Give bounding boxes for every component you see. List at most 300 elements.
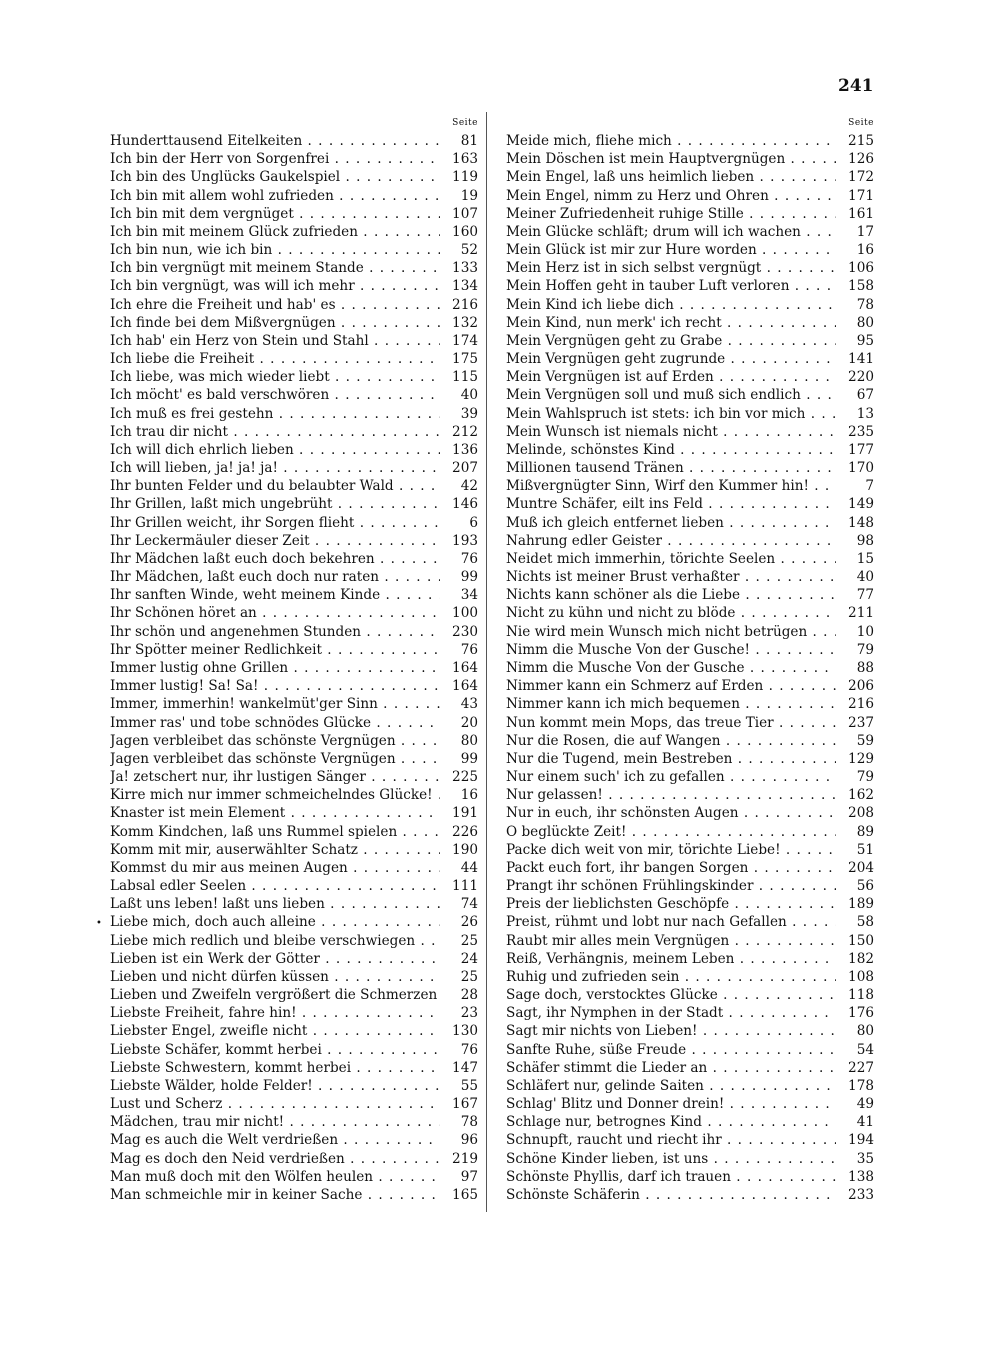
entry-title: Liebste Freiheit, fahre hin! . . .: [110, 1004, 440, 1022]
left-index-column: [110, 114, 478, 1204]
index-entry: [110, 1150, 478, 1168]
index-entry: [506, 1186, 874, 1204]
entry-page: 141: [848, 351, 874, 368]
index-entry: [506, 205, 874, 223]
entry-page: 81: [460, 133, 478, 149]
entry-page: 10: [856, 623, 874, 640]
entry-page: 77: [856, 587, 874, 604]
index-entry: [110, 514, 478, 532]
entry-page: 25: [460, 932, 478, 949]
entry-page: 79: [856, 769, 874, 786]
seite-header-right: Seite: [848, 118, 874, 128]
entry-page: 26: [460, 914, 478, 931]
entry-page: 174: [452, 332, 478, 349]
entry-page: 16: [856, 242, 874, 259]
index-entry: [506, 296, 874, 314]
index-entry: [506, 932, 874, 950]
entry-title: Lieben und Zweifeln vergrößert die Schmerzen . . .: [110, 986, 440, 1004]
index-entry: [110, 568, 478, 586]
index-entry: [506, 913, 874, 931]
entry-page: 204: [848, 859, 874, 876]
entry-title: Melinde, schönstes Kind . . .: [506, 441, 836, 459]
index-entry: [506, 950, 874, 968]
entry-title: Liebste Schäfer, kommt herbei . . .: [110, 1041, 440, 1059]
index-entry: [110, 804, 478, 822]
entry-title: Ich bin mit allem wohl zufrieden . . .: [110, 187, 440, 205]
entry-page: 148: [848, 514, 874, 531]
entry-page: 76: [460, 1041, 478, 1058]
entry-title: Ich will dich ehrlich lieben . . .: [110, 441, 440, 459]
entry-page: 208: [848, 805, 874, 822]
entry-title: Ich hab' ein Herz von Stein und Stahl . . .: [110, 332, 440, 350]
entry-page: 40: [856, 569, 874, 586]
index-entry: [506, 732, 874, 750]
index-entry: [506, 586, 874, 604]
entry-title: Nur die Rosen, die auf Wangen . . .: [506, 732, 836, 750]
entry-title: Jagen verbleibet das schönste Vergnügen . . .: [110, 750, 440, 768]
index-entry: [506, 223, 874, 241]
entry-page: 99: [460, 569, 478, 586]
index-entry: [110, 1095, 478, 1113]
entry-title: Nimmer kann ich mich bequemen . . .: [506, 695, 836, 713]
index-entry: [506, 1150, 874, 1168]
entry-title: Sagt, ihr Nymphen in der Stadt . . .: [506, 1004, 836, 1022]
entry-title: Nahrung edler Geister . . .: [506, 532, 836, 550]
entry-title: Lieben ist ein Werk der Götter . . .: [110, 950, 440, 968]
entry-title: Nimm die Musche Von der Gusche! . . .: [506, 641, 836, 659]
entry-page: 171: [848, 187, 874, 204]
index-entry: [110, 895, 478, 913]
entry-title: Ich bin der Herr von Sorgenfrei . . .: [110, 150, 440, 168]
entry-page: 42: [460, 478, 478, 495]
index-entry: [110, 495, 478, 513]
entry-title: Sage doch, verstocktes Glücke . . .: [506, 986, 836, 1004]
index-entry: [110, 1041, 478, 1059]
entry-title: Knaster ist mein Element . . .: [110, 804, 440, 822]
entry-page: 164: [452, 678, 478, 695]
index-entry: [110, 932, 478, 950]
index-entry: [506, 495, 874, 513]
entry-title: Ich will lieben, ja! ja! ja! . . .: [110, 459, 440, 477]
entry-title: Liebste Schwestern, kommt herbei . . .: [110, 1059, 440, 1077]
index-entry: [110, 1186, 478, 1204]
entry-title: Immer ras' und tobe schnödes Glücke . . .: [110, 714, 440, 732]
entry-title: Mein Döschen ist mein Hauptvergnügen . . .: [506, 150, 836, 168]
entry-page: 39: [460, 405, 478, 422]
index-entry: [110, 586, 478, 604]
entry-title: Mein Wahlspruch ist stets: ich bin vor mich . . .: [506, 405, 836, 423]
entry-title: Ich muß es frei gestehn . . .: [110, 405, 440, 423]
index-entry: [506, 714, 874, 732]
entry-page: 167: [452, 1096, 478, 1113]
entry-title: Mißvergnügter Sinn, Wirf den Kummer hin! . . .: [506, 477, 836, 495]
entry-page: 172: [848, 169, 874, 186]
index-entry: [110, 441, 478, 459]
entry-page: 24: [460, 950, 478, 967]
index-entry: [110, 405, 478, 423]
index-entry: [506, 1059, 874, 1077]
entry-page: 40: [460, 387, 478, 404]
entry-page: 56: [856, 878, 874, 895]
entry-page: 78: [856, 296, 874, 313]
entry-page: 76: [460, 641, 478, 658]
entry-title: Mein Vergnügen soll und muß sich endlich . . .: [506, 386, 836, 404]
entry-page: 106: [848, 260, 874, 277]
entry-title: Nichts ist meiner Brust verhaßter . . .: [506, 568, 836, 586]
entry-page: 58: [856, 914, 874, 931]
entry-title: Raubt mir alles mein Vergnügen . . .: [506, 932, 836, 950]
entry-page: 13: [856, 405, 874, 422]
entry-page: 235: [848, 423, 874, 440]
index-entry: [110, 695, 478, 713]
entry-title: Preis der lieblichsten Geschöpfe . . .: [506, 895, 836, 913]
index-entry: [110, 623, 478, 641]
index-entry: [506, 1004, 874, 1022]
index-entry: [110, 423, 478, 441]
entry-page: 34: [460, 587, 478, 604]
entry-title: Schäfer stimmt die Lieder an . . .: [506, 1059, 836, 1077]
entry-title: Nie wird mein Wunsch mich nicht betrügen . . .: [506, 623, 836, 641]
entry-page: 126: [848, 151, 874, 168]
entry-title: Ihr Leckermäuler dieser Zeit . . .: [110, 532, 440, 550]
entry-page: 182: [848, 950, 874, 967]
index-entry: [110, 714, 478, 732]
column-divider: [486, 112, 487, 1212]
entry-title: Hunderttausend Eitelkeiten . . .: [110, 132, 440, 150]
entry-title: Ihr Mädchen, laßt euch doch nur raten . . .: [110, 568, 440, 586]
entry-title: Immer lustig ohne Grillen . . .: [110, 659, 440, 677]
entry-page: 225: [452, 769, 478, 786]
index-entry: [506, 641, 874, 659]
entry-title: Lust und Scherz . . .: [110, 1095, 440, 1113]
index-entry: [506, 332, 874, 350]
entry-title: Komm Kindchen, laß uns Rummel spielen . . .: [110, 823, 440, 841]
entry-page: 165: [452, 1186, 478, 1203]
entry-page: 6: [469, 514, 478, 531]
index-entry: [506, 477, 874, 495]
index-entry: [110, 950, 478, 968]
entry-title: Nun kommt mein Mops, das treue Tier . . .: [506, 714, 836, 732]
index-entry: [506, 1077, 874, 1095]
index-entry: [110, 732, 478, 750]
entry-title: Ihr Mädchen laßt euch doch bekehren . . .: [110, 550, 440, 568]
entry-page: 194: [848, 1132, 874, 1149]
entry-title: Nimmer kann ein Schmerz auf Erden . . .: [506, 677, 836, 695]
entry-page: 108: [848, 968, 874, 985]
entry-page: 138: [848, 1168, 874, 1185]
entry-page: 211: [848, 605, 874, 622]
entry-title: Nur die Tugend, mein Bestreben . . .: [506, 750, 836, 768]
entry-title: Ihr Grillen weicht, ihr Sorgen flieht . . .: [110, 514, 440, 532]
entry-title: Liebste Wälder, holde Felder! . . .: [110, 1077, 440, 1095]
index-entry: [110, 841, 478, 859]
entry-title: Mein Kind, nun merk' ich recht . . .: [506, 314, 836, 332]
entry-page: 233: [848, 1186, 874, 1203]
entry-title: Kommst du mir aus meinen Augen . . .: [110, 859, 440, 877]
index-entry: [506, 604, 874, 622]
entry-page: 161: [848, 205, 874, 222]
index-entry: [506, 350, 874, 368]
index-entry: [110, 859, 478, 877]
index-entry: [506, 841, 874, 859]
entry-title: Ihr Grillen, laßt mich ungebrüht . . .: [110, 495, 440, 513]
entry-page: 162: [848, 787, 874, 804]
index-entry: [110, 205, 478, 223]
entry-page: 20: [460, 714, 478, 731]
entry-title: Neidet mich immerhin, törichte Seelen . . .: [506, 550, 836, 568]
index-entry: [506, 459, 874, 477]
right-entries: [506, 132, 874, 1204]
index-entry: [506, 1131, 874, 1149]
entry-page: 193: [452, 532, 478, 549]
entry-title: Ihr bunten Felder und du belaubter Wald . . .: [110, 477, 440, 495]
index-entry: [110, 550, 478, 568]
entry-page: 207: [452, 460, 478, 477]
index-entry: [110, 1077, 478, 1095]
entry-page: 80: [856, 314, 874, 331]
entry-title: Ich bin vergnügt mit meinem Stande . . .: [110, 259, 440, 277]
entry-page: 237: [848, 714, 874, 731]
entry-page: 115: [452, 369, 478, 386]
entry-title: Ich liebe die Freiheit . . .: [110, 350, 440, 368]
entry-page: 147: [452, 1059, 478, 1076]
index-entry: [110, 1131, 478, 1149]
index-entry: [110, 913, 478, 931]
index-entry: [110, 877, 478, 895]
index-entry: [506, 823, 874, 841]
index-entry: [506, 1095, 874, 1113]
entry-title: Schläfert nur, gelinde Saiten . . .: [506, 1077, 836, 1095]
entry-title: Packt euch fort, ihr bangen Sorgen . . .: [506, 859, 836, 877]
index-entry: [506, 168, 874, 186]
entry-page: 215: [848, 133, 874, 149]
entry-page: 133: [452, 260, 478, 277]
entry-page: 28: [460, 987, 478, 1004]
entry-title: Immer lustig! Sa! Sa! . . .: [110, 677, 440, 695]
entry-title: Mein Vergnügen geht zugrunde . . .: [506, 350, 836, 368]
index-entry: [110, 296, 478, 314]
entry-page: 59: [856, 732, 874, 749]
entry-page: 111: [452, 878, 478, 895]
index-entry: [506, 786, 874, 804]
index-entry: [506, 568, 874, 586]
index-entry: [506, 859, 874, 877]
entry-page: 7: [865, 478, 874, 495]
entry-page: 35: [856, 1150, 874, 1167]
entry-page: 74: [460, 896, 478, 913]
entry-page: 80: [856, 1023, 874, 1040]
entry-page: 132: [452, 314, 478, 331]
entry-page: 219: [452, 1150, 478, 1167]
entry-page: 19: [460, 187, 478, 204]
entry-page: 54: [856, 1041, 874, 1058]
index-entry: [506, 423, 874, 441]
entry-page: 89: [856, 823, 874, 840]
entry-page: 163: [452, 151, 478, 168]
entry-page: 96: [460, 1132, 478, 1149]
entry-page: 216: [848, 696, 874, 713]
index-entry: [506, 150, 874, 168]
entry-page: 55: [460, 1077, 478, 1094]
entry-title: Ich liebe, was mich wieder liebt . . .: [110, 368, 440, 386]
entry-page: 97: [460, 1168, 478, 1185]
entry-page: 227: [848, 1059, 874, 1076]
entry-title: Schnupft, raucht und riecht ihr . . .: [506, 1131, 836, 1149]
entry-page: 178: [848, 1077, 874, 1094]
entry-page: 149: [848, 496, 874, 513]
entry-title: Jagen verbleibet das schönste Vergnügen . . .: [110, 732, 440, 750]
entry-title: Mein Hoffen geht in tauber Luft verloren . . .: [506, 277, 836, 295]
entry-page: 52: [460, 242, 478, 259]
index-entry: [110, 168, 478, 186]
entry-page: 177: [848, 441, 874, 458]
entry-title: Schöne Kinder lieben, ist uns . . .: [506, 1150, 836, 1168]
entry-title: Meiner Zufriedenheit ruhige Stille . . .: [506, 205, 836, 223]
entry-page: 15: [856, 550, 874, 567]
index-entry: [506, 750, 874, 768]
entry-page: 79: [856, 641, 874, 658]
entry-title: Mag es auch die Welt verdrießen . . .: [110, 1131, 440, 1149]
entry-page: 164: [452, 659, 478, 676]
index-entry: [110, 223, 478, 241]
entry-page: 190: [452, 841, 478, 858]
entry-title: Mein Kind ich liebe dich . . .: [506, 296, 836, 314]
entry-title: Sanfte Ruhe, süße Freude . . .: [506, 1041, 836, 1059]
entry-title: Nur gelassen! . . .: [506, 786, 836, 804]
entry-page: 41: [856, 1114, 874, 1131]
page-number: 241: [838, 76, 874, 96]
entry-page: 43: [460, 696, 478, 713]
index-entry: [506, 405, 874, 423]
entry-page: 175: [452, 351, 478, 368]
entry-title: O beglückte Zeit! . . .: [506, 823, 836, 841]
entry-page: 189: [848, 896, 874, 913]
entry-title: Ihr schön und angenehmen Stunden . . .: [110, 623, 440, 641]
entry-page: 98: [856, 532, 874, 549]
index-entry: [110, 386, 478, 404]
index-entry: [506, 314, 874, 332]
entry-title: Mein Wunsch ist niemals nicht . . .: [506, 423, 836, 441]
index-entry: [110, 241, 478, 259]
entry-title: Preist, rühmt und lobt nur nach Gefallen . . .: [506, 913, 836, 931]
index-entry: [110, 659, 478, 677]
entry-title: Ich ehre die Freiheit und hab' es . . .: [110, 296, 440, 314]
entry-page: 118: [848, 987, 874, 1004]
entry-title: Schönste Phyllis, darf ich trauen . . .: [506, 1168, 836, 1186]
seite-header-left: Seite: [452, 118, 478, 128]
index-entry: [110, 823, 478, 841]
index-entry: [506, 514, 874, 532]
index-entry: [110, 132, 478, 150]
entry-title: Mein Vergnügen ist auf Erden . . .: [506, 368, 836, 386]
entry-title: Schönste Schäferin . . .: [506, 1186, 836, 1204]
index-entry: [506, 386, 874, 404]
index-entry: [506, 1168, 874, 1186]
index-entry: [110, 150, 478, 168]
index-entry: [110, 477, 478, 495]
index-entry: [506, 241, 874, 259]
entry-page: 88: [856, 659, 874, 676]
entry-page: 158: [848, 278, 874, 295]
entry-title: Sagt mir nichts von Lieben! . . .: [506, 1022, 836, 1040]
entry-title: Ich bin vergnügt, was will ich mehr . . .: [110, 277, 440, 295]
index-entry: [506, 659, 874, 677]
index-entry: [110, 986, 478, 1004]
index-entry: [506, 968, 874, 986]
entry-page: 130: [452, 1023, 478, 1040]
index-entry: [506, 132, 874, 150]
index-entry: [110, 277, 478, 295]
index-entry: [506, 187, 874, 205]
entry-page: 146: [452, 496, 478, 513]
entry-page: 44: [460, 859, 478, 876]
index-entry: [110, 1059, 478, 1077]
entry-title: Liebe mich, doch auch alleine . . .: [110, 913, 440, 931]
index-entry: [110, 768, 478, 786]
entry-title: Mein Engel, nimm zu Herz und Ohren . . .: [506, 187, 836, 205]
entry-page: 119: [452, 169, 478, 186]
index-entry: [110, 604, 478, 622]
entry-title: Nur in euch, ihr schönsten Augen . . .: [506, 804, 836, 822]
entry-title: Ich finde bei dem Mißvergnügen . . .: [110, 314, 440, 332]
entry-title: Man muß doch mit den Wölfen heulen . . .: [110, 1168, 440, 1186]
entry-title: Immer, immerhin! wankelmüt'ger Sinn . . .: [110, 695, 440, 713]
index-entry: [110, 641, 478, 659]
entry-title: Mag es doch den Neid verdrießen . . .: [110, 1150, 440, 1168]
index-entry: [506, 677, 874, 695]
left-entries: [110, 132, 478, 1204]
entry-page: 150: [848, 932, 874, 949]
entry-page: 16: [460, 787, 478, 804]
entry-page: 49: [856, 1096, 874, 1113]
index-entry: [110, 968, 478, 986]
entry-page: 100: [452, 605, 478, 622]
entry-title: Liebe mich redlich und bleibe verschwiegen . . .: [110, 932, 440, 950]
entry-page: 129: [848, 750, 874, 767]
index-entry: [110, 350, 478, 368]
entry-title: Prangt ihr schönen Frühlingskinder . . .: [506, 877, 836, 895]
entry-title: Muß ich gleich entfernet lieben . . .: [506, 514, 836, 532]
entry-page: 160: [452, 223, 478, 240]
index-entry: [506, 277, 874, 295]
entry-title: Schlage nur, betrognes Kind . . .: [506, 1113, 836, 1131]
entry-page: 226: [452, 823, 478, 840]
index-entry: [506, 1041, 874, 1059]
index-entry: [110, 1004, 478, 1022]
entry-page: 206: [848, 678, 874, 695]
index-entry: [110, 314, 478, 332]
entry-title: Packe dich weit von mir, törichte Liebe! . . .: [506, 841, 836, 859]
entry-page: 170: [848, 460, 874, 477]
entry-page: 136: [452, 441, 478, 458]
margin-mark: •: [96, 918, 102, 929]
entry-title: Mein Herz ist in sich selbst vergnügt . . .: [506, 259, 836, 277]
entry-title: Ich bin des Unglücks Gaukelspiel . . .: [110, 168, 440, 186]
entry-title: Millionen tausend Tränen . . .: [506, 459, 836, 477]
entry-title: Ich bin mit meinem Glück zufrieden . . .: [110, 223, 440, 241]
entry-title: Kirre mich nur immer schmeichelndes Glücke! . . .: [110, 786, 440, 804]
entry-page: 176: [848, 1005, 874, 1022]
entry-title: Ihr sanften Winde, weht meinem Kinde . . .: [110, 586, 440, 604]
entry-title: Ruhig und zufrieden sein . . .: [506, 968, 836, 986]
entry-page: 230: [452, 623, 478, 640]
entry-page: 78: [460, 1114, 478, 1131]
entry-page: 67: [856, 387, 874, 404]
entry-title: Mein Vergnügen geht zu Grabe . . .: [506, 332, 836, 350]
entry-title: Reiß, Verhängnis, meinem Leben . . .: [506, 950, 836, 968]
index-entry: [506, 623, 874, 641]
index-entry: [506, 986, 874, 1004]
